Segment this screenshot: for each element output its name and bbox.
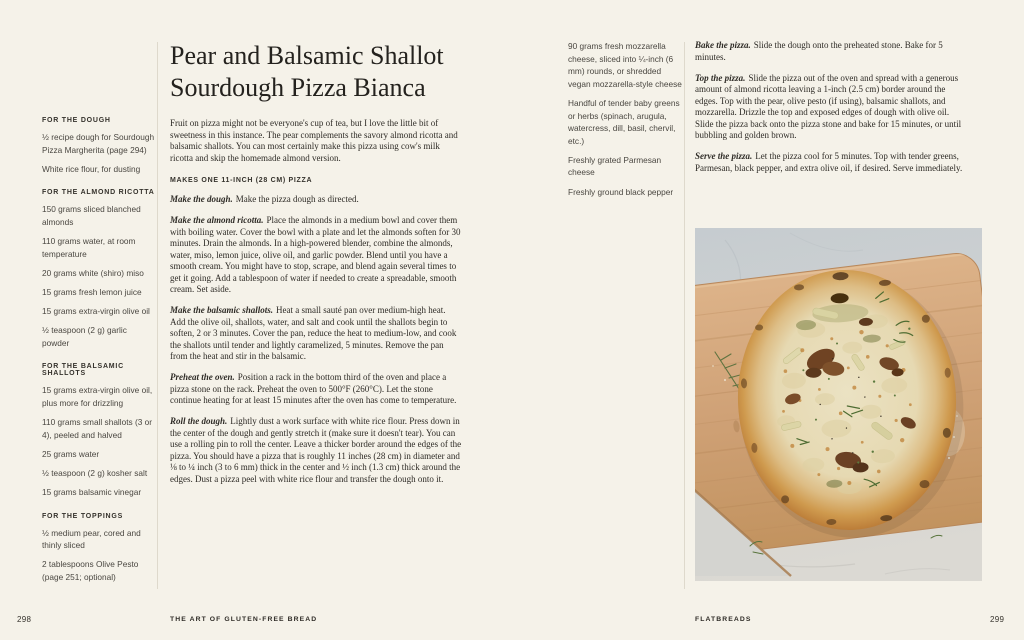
ingredient-item: 2 tablespoons Olive Pesto (page 251; optional) (42, 559, 139, 582)
ingredient-item: 25 grams water (42, 448, 100, 459)
recipe-main-column (170, 40, 462, 495)
ingredient-item: Freshly grated Parmesan cheese (568, 154, 662, 178)
page-number-right: 299 (990, 615, 1005, 624)
recipe-step (695, 73, 969, 142)
section-header: FOR THE DOUGH (42, 117, 111, 124)
ingredient-section-balsamic-shallots (42, 363, 156, 498)
step-lead: Top the pizza. (695, 72, 746, 83)
step-lead: Make the almond ricotta. (170, 215, 264, 225)
step-text: Slide the pizza out of the oven and spread with a generous amount of almond ricotta leaving a 1-inch (2.5 cm) border around the edges. Top with the pear, olive pesto (if using), balsamic shallots, and mozzarella. Drizzle the top and exposed edges of dough with olive oil. Slide the pizza back onto the pizza stone and bake for 15 minutes, or until bubbling and golden brown. (695, 72, 962, 140)
step-lead: Make the balsamic shallots. (170, 305, 274, 315)
recipe-step (695, 40, 969, 63)
ingredient-item: 15 grams fresh lemon juice (42, 286, 142, 297)
ingredient-item: White rice flour, for dusting (42, 163, 141, 174)
recipe-title-line2: Sourdough Pizza Bianca (170, 73, 426, 102)
running-footer-book-title: THE ART OF GLUTEN-FREE BREAD (170, 616, 318, 623)
ingredient-item: Freshly ground black pepper (568, 186, 674, 197)
step-lead: Serve the pizza. (695, 151, 753, 161)
ingredient-section-almond-ricotta (42, 189, 156, 349)
running-footer-chapter: FLATBREADS (695, 616, 752, 623)
section-header: FOR THE ALMOND RICOTTA (42, 189, 155, 197)
ingredients-sidebar (42, 117, 156, 590)
section-header: FOR THE BALSAMIC SHALLOTS (42, 363, 124, 378)
step-lead: Make the dough. (170, 194, 233, 204)
ingredient-item: Handful of tender baby greens or herbs (spinach, arugula, watercress, dill, basil, chervil, etc.) (568, 97, 680, 146)
recipe-step (695, 151, 969, 174)
ingredient-section-dough (42, 117, 156, 175)
right-page (512, 0, 1024, 640)
step-lead: Bake the pizza. (695, 40, 751, 50)
ingredient-item: 15 grams balsamic vinegar (42, 486, 142, 497)
ingredient-item: 150 grams sliced blanched almonds (42, 204, 141, 227)
recipe-main-column-continued (695, 40, 969, 184)
step-lead: Preheat the oven. (170, 372, 235, 382)
recipe-step (170, 372, 462, 407)
recipe-intro: Fruit on pizza might not be everyone's cup of tea, but I love the little bit of sweetness in this instance. The pear complements the savory almond ricotta and balsamic shallots. You can most certainly make this pizza using cow's milk ricotta and skip the homemade almond version. (170, 118, 458, 163)
ingredient-item: ½ teaspoon (2 g) garlic powder (42, 325, 127, 348)
sidebar-divider-rule (157, 42, 158, 589)
ingredient-item: ½ medium pear, cored and thinly sliced (42, 527, 141, 551)
recipe-title (170, 40, 462, 104)
ingredient-item: 20 grams white (shiro) miso (42, 267, 144, 278)
recipe-yield: MAKES ONE 11-INCH (28 CM) PIZZA (170, 177, 313, 184)
step-lead: Roll the dough. (170, 416, 228, 426)
ingredient-item: 15 grams extra-virgin olive oil (42, 305, 150, 316)
pizza-photo-svg (695, 228, 982, 581)
recipe-step (170, 416, 462, 485)
step-text: Position a rack in the bottom third of the oven and place a pizza stone on the rack. Preheat the oven to 500°F (260°C). Let the stone continue heating for at least 15 minutes after the oven has come to temperature. (170, 372, 457, 405)
step-text: Slide the dough onto the preheated stone. Bake for 5 minutes. (695, 40, 943, 62)
step-text: Let the pizza cool for 5 minutes. Top with tender greens, Parmesan, black pepper, and extra olive oil, if desired. Serve immediately. (695, 151, 963, 173)
ingredient-item: 90 grams fresh mozzarella cheese, sliced into ¼-inch (6 mm) rounds, or shredded vegan mozzarella-style cheese (568, 41, 682, 89)
pizza-photo (695, 228, 982, 581)
step-text: Place the almonds in a medium bowl and cover them with boiling water. Cover the bowl with a plate and let the almonds soften for 30 minutes. Drain the almonds. In a high-powered blender, combine the almonds, water, miso, lemon juice, olive oil, and garlic powder. Blend until you have a smooth cream. You might have to stop, scrape, and blend again several times to get it going. Add a tablespoon of water if needed to create a spreadable, smooth cream. Set aside. (170, 215, 461, 294)
ingredient-item: ½ teaspoon (2 g) kosher salt (42, 467, 148, 478)
page-number-left: 298 (17, 615, 32, 624)
ingredient-item: ½ recipe dough for Sourdough Pizza Margherita (page 294) (42, 132, 155, 155)
ingredient-section-toppings (42, 513, 156, 584)
recipe-step (170, 305, 462, 363)
ingredient-item: 15 grams extra-virgin olive oil, plus more for drizzling (42, 385, 153, 408)
step-text: Lightly dust a work surface with white rice flour. Press down in the center of the dough and gently stretch it (make sure it doesn't tear). You can use a rolling pin to roll the center. Leave a thicker border around the edges of the pizza. You should have a pizza that is roughly 11 inches (28 cm) in diameter and ⅛ to ¼ inch (3 to 6 mm) thick in the center and ½ inch (1.3 cm) thick around the edges. Dust a pizza peel with white rice flour and transfer the dough onto it. (170, 416, 462, 484)
ingredients-sidebar-continued (568, 40, 686, 205)
ingredient-item: 110 grams water, at room temperature (42, 236, 136, 259)
ingredient-item: 110 grams small shallots (3 or 4), peeled and halved (42, 417, 153, 440)
step-text: Heat a small sauté pan over medium-high heat. Add the olive oil, shallots, water, and salt and cook until the shallots begin to soften, 2 or 3 minutes. Cover the pan, reduce the heat to medium-low, and cook the shallots until tender and lightly caramelized, 5 minutes. Remove the pan from the heat and stir in the balsamic. (170, 305, 457, 361)
step-text: Make the pizza dough as directed. (235, 194, 359, 204)
recipe-step (170, 194, 462, 206)
recipe-step (170, 215, 462, 296)
section-header: FOR THE TOPPINGS (42, 512, 124, 520)
recipe-title-line1: Pear and Balsamic Shallot (170, 41, 444, 70)
